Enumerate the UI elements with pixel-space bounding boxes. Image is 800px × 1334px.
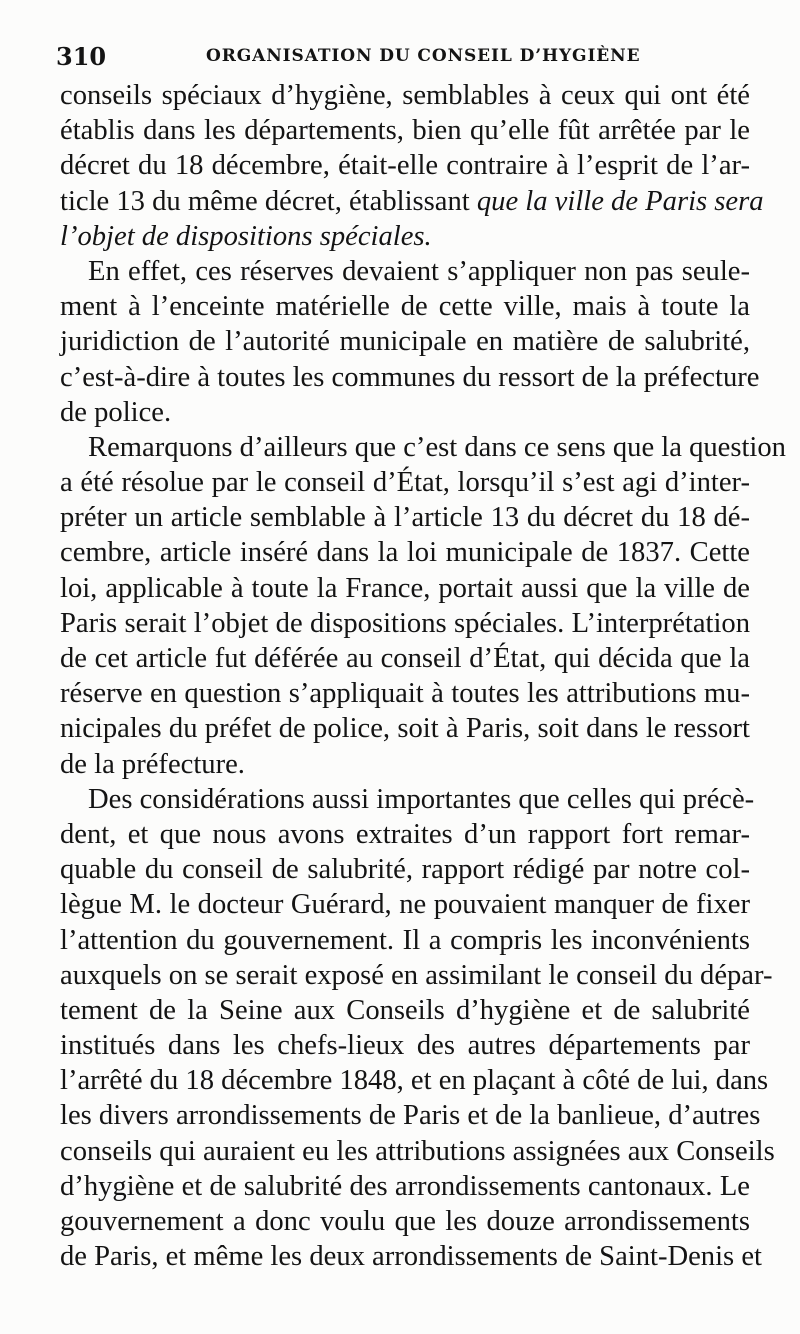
text-line: nicipales du préfet de police, soit à Paris, soit dans le ressort	[60, 713, 750, 745]
text-line: de Paris, et même les deux arrondissements de Saint-Denis et	[60, 1241, 762, 1273]
text-line: établis dans les départements, bien qu’elle fût arrêtée par le	[60, 115, 750, 147]
text-line: l’arrêté du 18 décembre 1848, et en plaçant à côté de lui, dans	[60, 1065, 769, 1097]
text-line: cembre, article inséré dans la loi municipale de 1837. Cette	[60, 537, 750, 569]
text-line: tement de la Seine aux Conseils d’hygiène et de salubrité	[60, 994, 750, 1026]
text-line: réserve en question s’appliquait à toutes les attributions mu-	[60, 678, 750, 710]
body-text	[60, 78, 786, 1274]
text-segment: ticle 13 du même décret, établissant	[60, 185, 470, 217]
text-line: de police.	[60, 396, 172, 428]
text-line: loi, applicable à toute la France, portait aussi que la ville de	[60, 572, 750, 604]
text-line: de la préfecture.	[60, 748, 245, 780]
text-line: Paris serait l’objet de dispositions spéciales. L’interprétation	[60, 607, 750, 639]
running-head	[56, 42, 748, 74]
text-line: décret du 18 décembre, était-elle contraire à l’esprit de l’ar-	[60, 150, 750, 182]
text-line: conseils spéciaux d’hygiène, semblables à ceux qui ont été	[60, 80, 750, 111]
text-line: quable du conseil de salubrité, rapport rédigé par notre col-	[60, 854, 750, 886]
text-line: préter un article semblable à l’article 13 du décret du 18 dé-	[60, 502, 750, 534]
italic-phrase: l’objet de dispositions spéciales.	[60, 220, 432, 252]
text-line-with-italic	[60, 184, 764, 219]
text-line: c’est-à-dire à toutes les communes du ressort de la préfecture	[60, 361, 760, 393]
text-line: a été résolue par le conseil d’État, lorsqu’il s’est agi d’inter-	[60, 467, 750, 499]
paragraph-start: Remarquons d’ailleurs que c’est dans ce sens que la question	[88, 431, 786, 463]
paragraph-start: En effet, ces réserves devaient s’appliquer non pas seule-	[88, 255, 750, 287]
text-line: lègue M. le docteur Guérard, ne pouvaient manquer de fixer	[60, 889, 750, 921]
text-line: les divers arrondissements de Paris et de la banlieue, d’autres	[60, 1100, 761, 1132]
text-line-italic	[60, 219, 750, 254]
text-line: institués dans les chefs-lieux des autres départements par	[60, 1030, 750, 1062]
italic-phrase: que la ville de Paris sera	[476, 185, 764, 217]
text-line: de cet article fut déférée au conseil d’État, qui décida que la	[60, 643, 750, 674]
text-line: gouvernement a donc voulu que les douze arrondissements	[60, 1206, 750, 1237]
text-line: juridiction de l’autorité municipale en matière de salubrité,	[60, 326, 750, 358]
text-line: conseils qui auraient eu les attributions assignées aux Conseils	[60, 1135, 775, 1167]
running-title: ORGANISATION DU CONSEIL D’HYGIÈNE	[206, 46, 641, 66]
text-line: l’attention du gouvernement. Il a compris les inconvénients	[60, 924, 750, 956]
text-line: auxquels on se serait exposé en assimilant le conseil du dépar-	[60, 959, 773, 991]
text-line: d’hygiène et de salubrité des arrondissements cantonaux. Le	[60, 1170, 750, 1202]
page-number: 310	[56, 42, 107, 71]
paragraph-start: Des considérations aussi importantes que celles qui précè-	[88, 783, 755, 815]
text-line: dent, et que nous avons extraites d’un rapport fort remar-	[60, 818, 750, 850]
text-line: ment à l’enceinte matérielle de cette ville, mais à toute la	[60, 291, 750, 323]
